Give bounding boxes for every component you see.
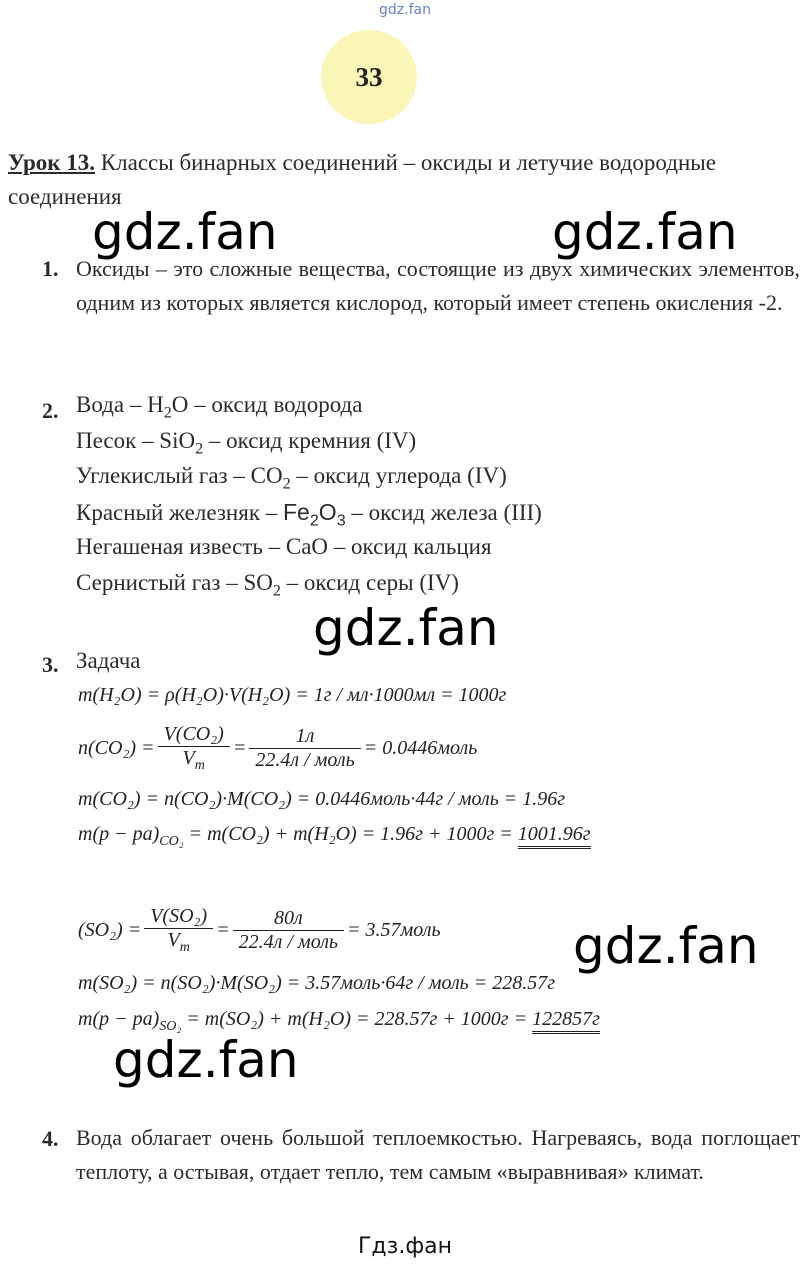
formula-solution-mass-so2: $m(p - pa)_{SO_2} = m(SO_2) + m(H_2O) = 228.57г + 1000г = 122857г$ [78, 1008, 600, 1034]
formula-co2-mass: m(CO₂) = n(CO₂)·M(CO₂) = 0.0446моль·44г / моль = 1.96г [78, 788, 566, 810]
watermark: gdz.fan [113, 1031, 299, 1089]
formula-water-mass: m(H₂O) = ρ(H₂O)·V(H₂O) = 1г / мл·1000мл = 1000г [78, 684, 507, 706]
oxide-line: Негашеная известь – CaO – оксид кальция [76, 534, 492, 559]
task1-text: Оксиды – это сложные вещества, состоящие из двух химических элементов, одним из которых является кислород, который имеет степень окисления -2. [76, 256, 800, 315]
formula-so2-moles: (SO₂) = $\frac{\text{V(SO₂)}}{V_m}$ = $\frac{80л}{\text{22.4л / моль}}$ = 3.57моль [78, 904, 441, 955]
formula-co2-moles: n(CO₂) = $\frac{\text{V(CO₂)}}{V_m}$ = $\frac{1л}{\text{22.4л / моль}}$ = 0.0446моль [78, 722, 478, 773]
task-number: 2. [42, 398, 59, 423]
page-number-badge [321, 30, 417, 124]
watermark: gdz.fan [552, 203, 738, 261]
oxides-list [76, 392, 542, 605]
page-number: 33 [355, 62, 383, 92]
watermark: gdz.fan [573, 917, 759, 975]
task4-text: Вода облагает очень большой теплоемкостью. Нагреваясь, вода поглощает теплоту, а остывая, отдает тепло, тем самым «выравнивая» климат. [76, 1125, 800, 1184]
task-number: 3. [42, 652, 59, 677]
oxide-line: Углекислый газ – $CO_2$ – оксид углерода (IV) [76, 463, 507, 493]
site-url-top[interactable]: gdz.fan [379, 2, 431, 18]
oxide-line: Сернистый газ – $SO_2$ – оксид серы (IV) [76, 569, 459, 600]
oxide-line: Песок – SiO$_2$ – оксид кремния (IV) [76, 427, 417, 458]
fraction: $\frac{\text{V(SO₂)}}{V_m}$ [144, 905, 213, 956]
lesson-title: Классы бинарных соединений – оксиды и летучие водородные соединения [8, 150, 716, 209]
fraction: $\frac{1л}{\text{22.4л / моль}}$ [249, 725, 360, 772]
task-number: 4. [42, 1126, 59, 1151]
watermark: gdz.fan [313, 599, 499, 657]
oxide-line: Вода – $H_2O$ – оксид водорода [76, 392, 363, 422]
fraction: $\frac{80л}{\text{22.4л / моль}}$ [233, 907, 344, 954]
answer-so2: 122857г [532, 1008, 600, 1034]
lesson-label: Урок 13. [8, 150, 96, 175]
formula-so2-mass: m(SO₂) = n(SO₂)·M(SO₂) = 3.57моль·64г / моль = 228.57г [78, 972, 556, 994]
formula-solution-mass-co2: $m(p - pa)_{CO_2} = m(CO_2) + m(H_2O) = 1.96г + 1000г = 1001.96г$ [78, 823, 591, 849]
answer-co2: 1001.96г [518, 823, 591, 849]
task-number: 1. [42, 256, 59, 281]
footer-site-name: Гдз.фан [358, 1234, 452, 1259]
fraction: $\frac{\text{V(CO₂)}}{V_m}$ [158, 723, 230, 774]
watermark: gdz.fan [92, 203, 278, 261]
task3-title: Задача [76, 648, 141, 673]
oxide-line: Красный железняк – $Fe_2O_3$ – оксид железа (III) [76, 498, 542, 530]
